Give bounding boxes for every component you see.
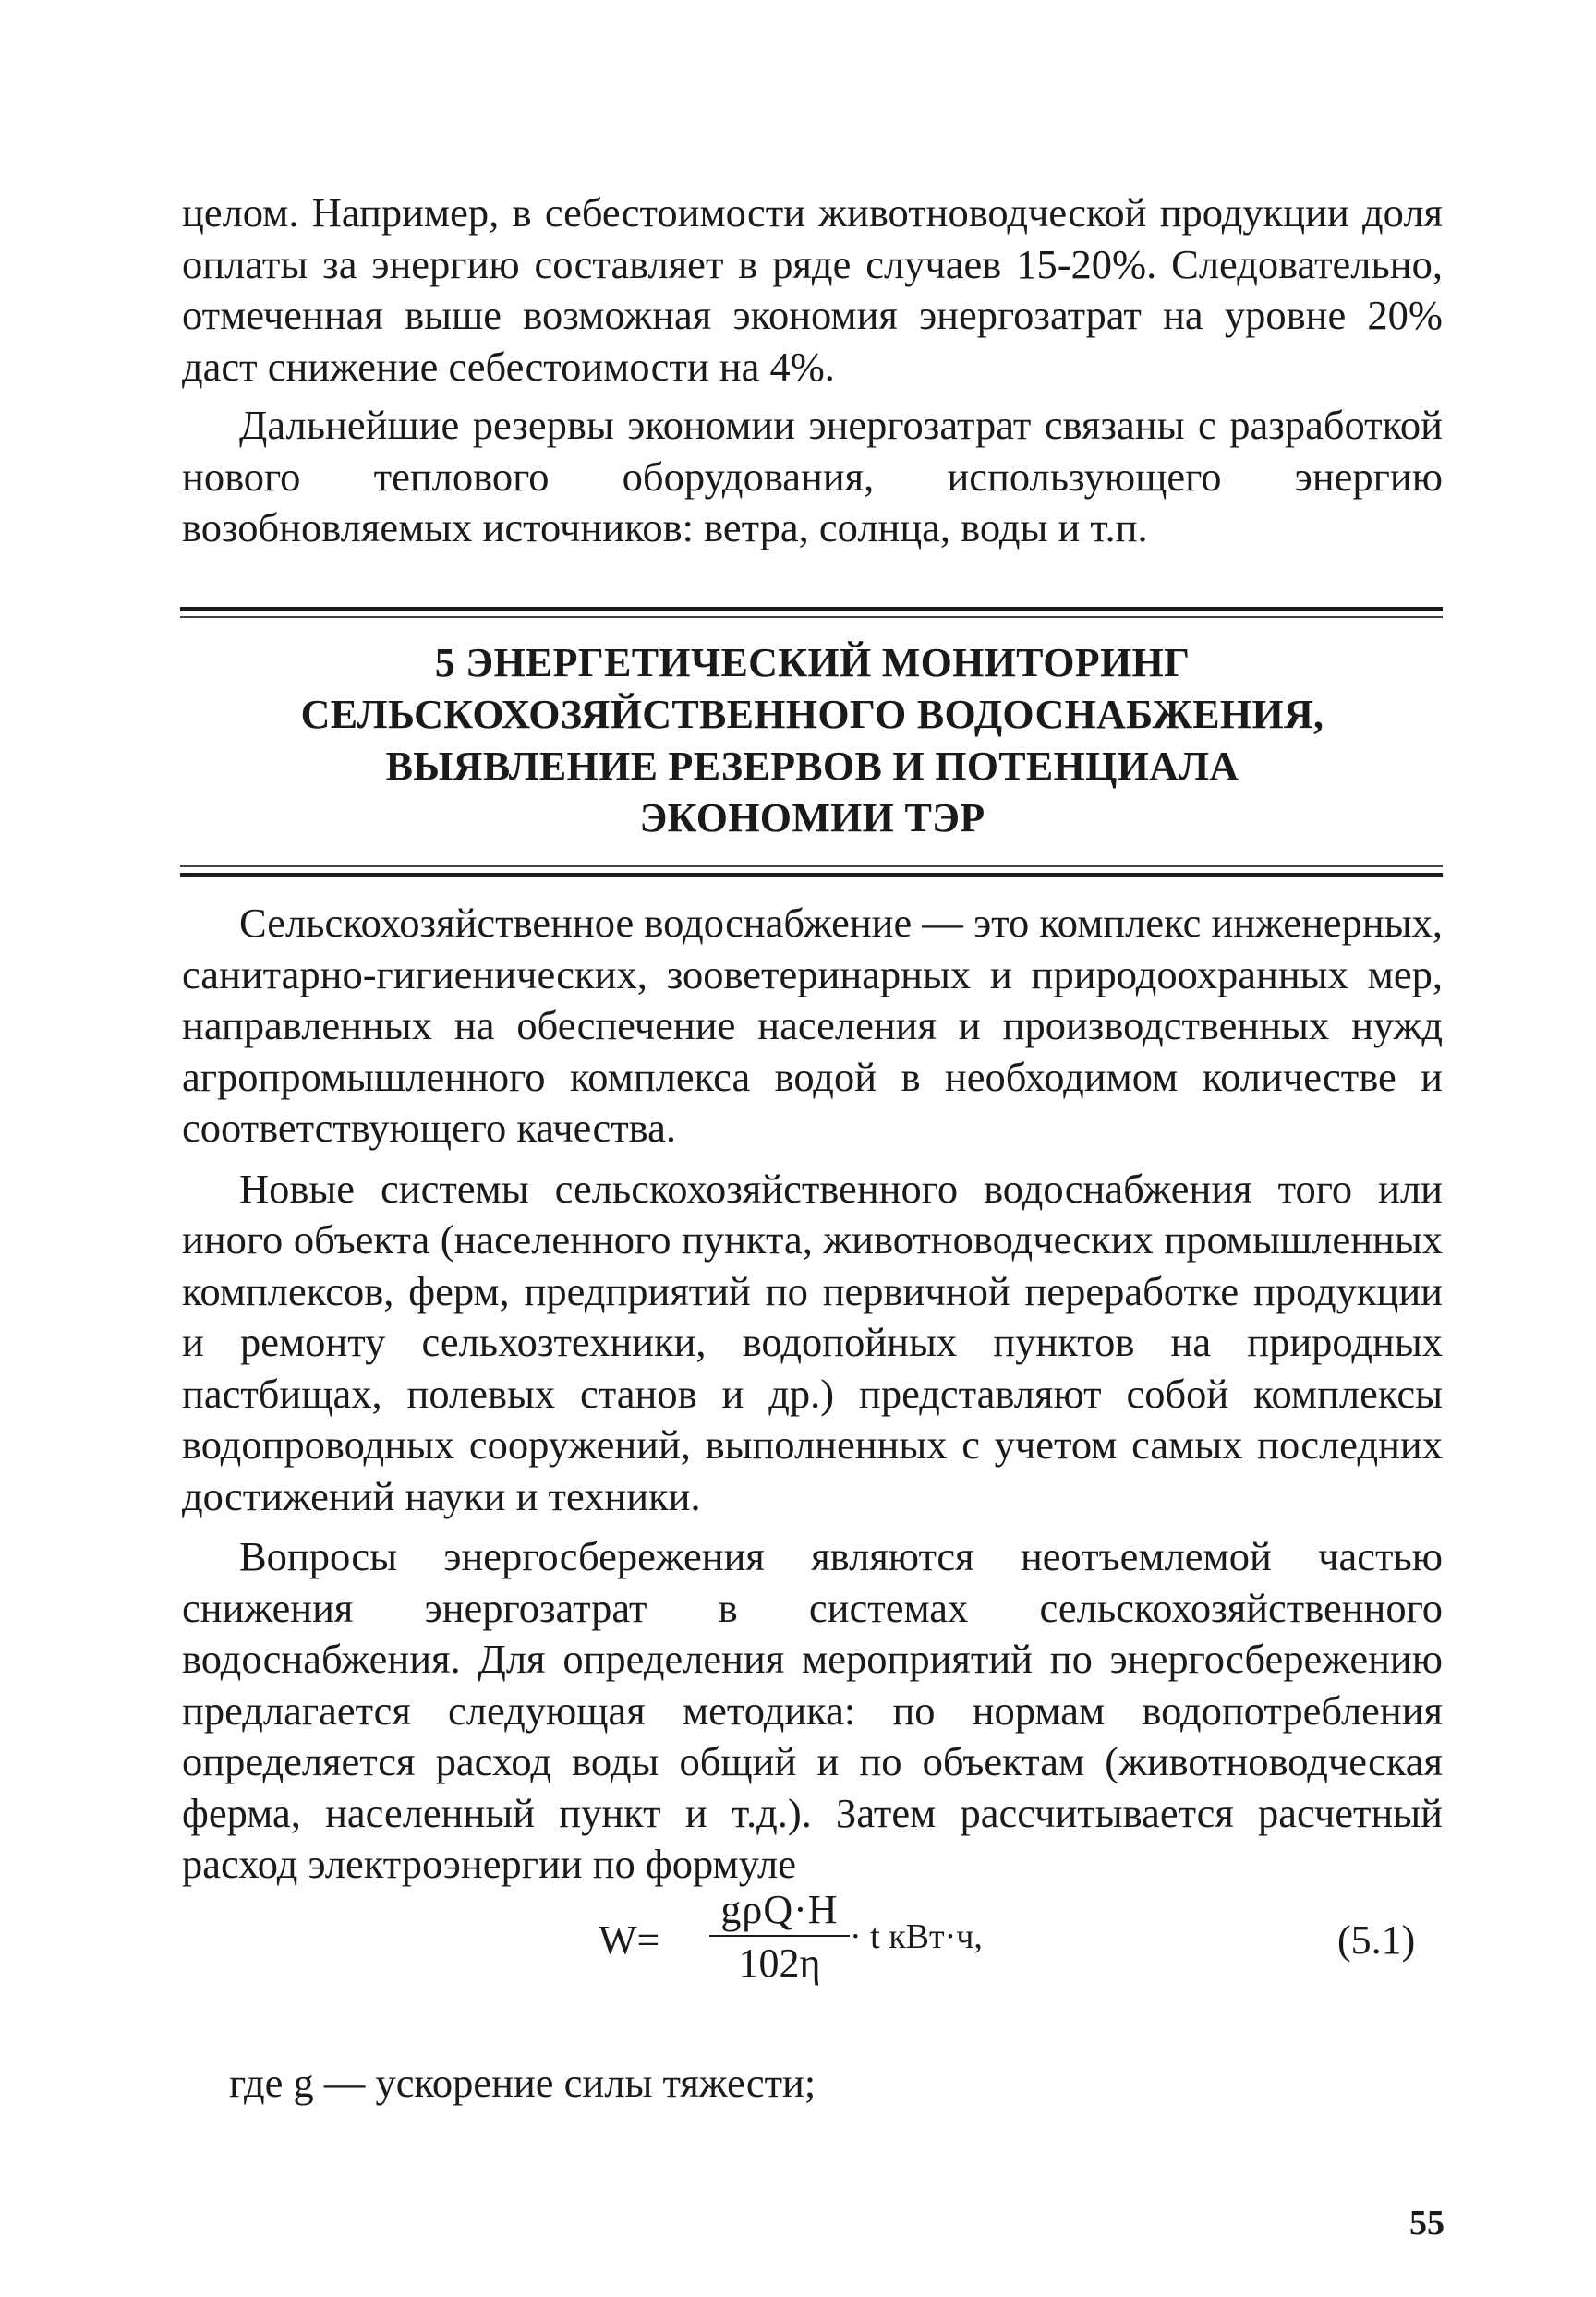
where-line: где g — ускорение силы тяжести;: [229, 2060, 816, 2106]
formula-lhs: W=: [598, 1917, 660, 1963]
body-paragraph-3: Вопросы энергосбережения являются неотъемлемой частью снижения энергозатрат в системах сельскохозяйственного водоснабжения. Для определения мероприятий по энергосбережению предлагается следующая методика: по нормам водопотребления определяется расход воды общий и по объектам (животноводческая ферма, населенный пункт и т.д.). Затем рассчитывается расчетный расход электроэнергии по формуле: [182, 1533, 1443, 1887]
heading-rule-bottom-thin: [180, 865, 1443, 867]
formula-number: (5.1): [1337, 1917, 1416, 1963]
formula-numerator: gρQ·H: [720, 1887, 839, 1932]
formula-fraction: [709, 1889, 850, 1985]
intro-paragraph-2: Дальнейшие резервы экономии энергозатрат связаны с разработкой нового теплового оборудования, использующего энергию возобновляемых источников: ветра, солнца, воды и т.п.: [182, 402, 1443, 550]
heading-rule-top-thin: [180, 616, 1443, 618]
formula-5-1: [0, 1889, 1596, 1990]
intro-paragraph-1: целом. Например, в себестоимости животноводческой продукции доля оплаты за энергию составляет в ряде случаев 15-20%. Следовательно, отмеченная выше возможная экономия энергозатрат на уровне 20% даст снижение себестоимости на 4%.: [182, 189, 1443, 390]
formula-rhs: · t кВт·ч,: [850, 1917, 983, 1956]
heading-rule-bottom: [180, 873, 1443, 877]
section-body: [182, 898, 1443, 1891]
section-heading: [182, 637, 1443, 844]
fraction-bar: [709, 1935, 850, 1937]
heading-line-1: 5 ЭНЕРГЕТИЧЕСКИЙ МОНИТОРИНГ: [434, 640, 1191, 685]
body-paragraph-2: Новые системы сельскохозяйственного водоснабжения того или иного объекта (населенного пункта, животноводческих промышленных комплексов, ферм, предприятий по первичной переработке продукции и ремонту сельхозтехники, водопойных пунктов на природных пастбищах, полевых станов и др.) представляют собой комплексы водопроводных сооружений, выполненных с учетом самых последних достижений науки и техники.: [182, 1165, 1443, 1519]
heading-rule-top: [180, 607, 1443, 611]
heading-line-4: ЭКОНОМИИ ТЭР: [639, 795, 985, 840]
heading-line-2: СЕЛЬСКОХОЗЯЙСТВЕННОГО ВОДОСНАБЖЕНИЯ,: [300, 692, 1324, 737]
intro-block: [182, 187, 1443, 554]
body-paragraph-1: Сельскохозяйственное водоснабжение — это комплекс инженерных, санитарно-гигиенических, зооветеринарных и природоохранных мер, направленных на обеспечение населения и производственных нужд агропромышленного комплекса водой в необходимом количестве и соответствующего качества.: [182, 900, 1443, 1151]
formula-denominator: 102η: [738, 1940, 821, 1986]
heading-line-3: ВЫЯВЛЕНИЕ РЕЗЕРВОВ И ПОТЕНЦИАЛА: [385, 744, 1239, 789]
page-number: 55: [1409, 2204, 1445, 2243]
